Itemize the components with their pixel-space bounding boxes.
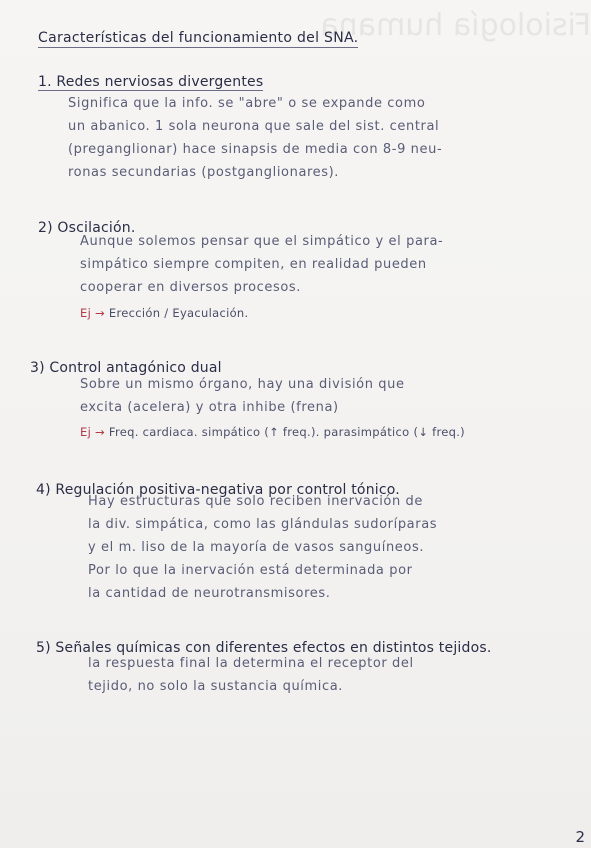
section-1-heading: 1. Redes nerviosas divergentes [38,74,264,90]
example-text: Erección / Eyaculación. [108,306,249,320]
section-5-line-2: tejido, no solo la sustancia química. [88,679,344,694]
section-3-line-2: excita (acelera) y otra inhibe (frena) [80,400,339,415]
example-label: Ej → [80,425,105,439]
section-2-example [80,306,248,320]
section-2-line-2: simpático siempre compiten, en realidad pueden [80,257,427,272]
section-2-line-3: cooperar en diversos procesos. [80,280,302,295]
page-title: Características del funcionamiento del SNA. [38,30,359,46]
section-5-heading: 5) Señales químicas con diferentes efectos en distintos tejidos. [36,640,492,656]
section-4-line-4: Por lo que la inervación está determinada por [88,563,413,578]
section-4-line-3: y el m. liso de la mayoría de vasos sanguíneos. [88,540,425,555]
section-1-line-2: un abanico. 1 sola neurona que sale del sist. central [68,119,440,134]
section-4-heading: 4) Regulación positiva-negativa por control tónico. [36,482,400,498]
section-4-line-1: Hay estructuras que solo reciben inervación de [88,494,423,509]
section-3-heading: 3) Control antagónico dual [30,360,222,376]
section-4-line-5: la cantidad de neurotransmisores. [88,586,331,601]
bleed-through-text: Fisiología humana [320,8,591,43]
example-text: Freq. cardiaca. simpático (↑ freq.). parasimpático (↓ freq.) [108,425,465,439]
section-3-example [80,425,465,439]
section-2-heading: 2) Oscilación. [38,220,136,236]
section-1-line-3: (preganglionar) hace sinapsis de media con 8-9 neu- [68,142,443,157]
example-label: Ej → [80,306,105,320]
section-1-line-1: Significa que la info. se "abre" o se expande como [68,96,426,111]
page-number: 2 [575,828,585,846]
section-3-line-1: Sobre un mismo órgano, hay una división que [80,377,405,392]
section-4-line-2: la div. simpática, como las glándulas sudoríparas [88,517,438,532]
section-2-line-1: Aunque solemos pensar que el simpático y el para- [80,234,444,249]
section-5-line-1: la respuesta final la determina el receptor del [88,656,414,671]
section-1-line-4: ronas secundarias (postganglionares). [68,165,340,180]
